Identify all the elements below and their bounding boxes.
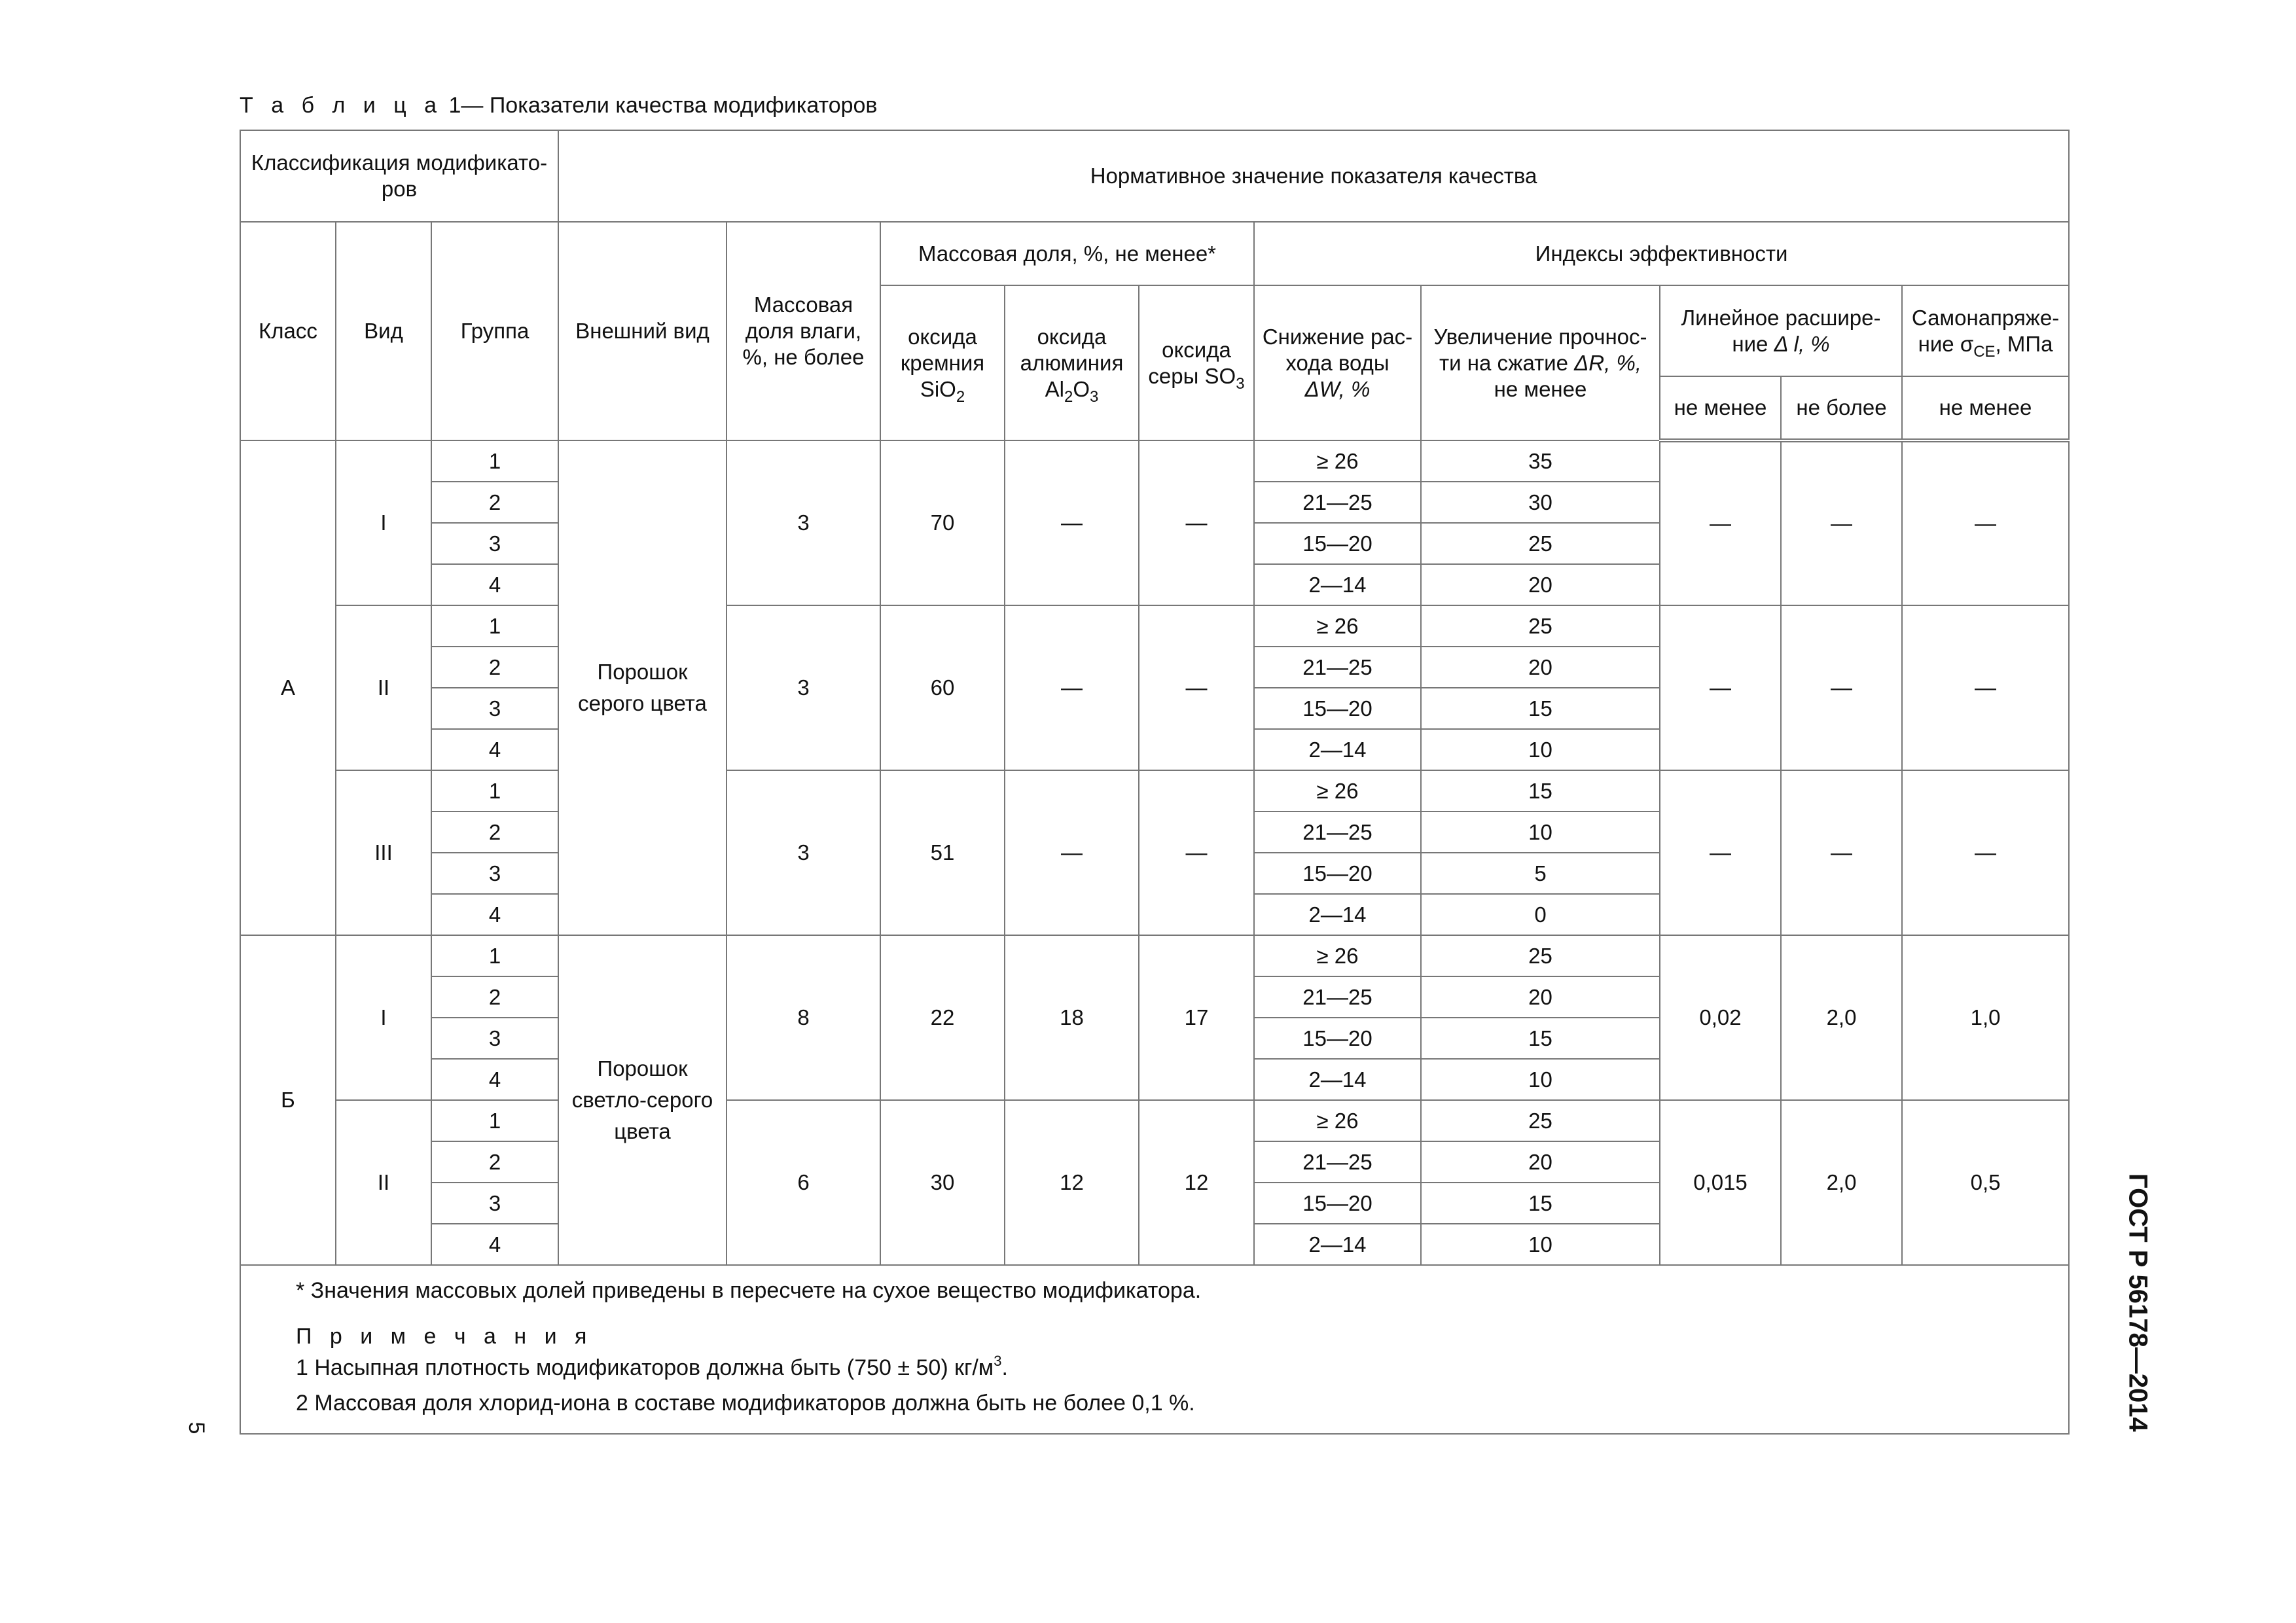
strength-cell: 15 — [1421, 770, 1660, 812]
header-alumina — [1005, 285, 1139, 440]
so3-cell: 12 — [1139, 1100, 1254, 1265]
expansion-symbol: Δ l, % — [1774, 331, 1830, 356]
water-reduction-cell: 15—20 — [1254, 688, 1421, 729]
al2o3-cell: 12 — [1005, 1100, 1139, 1265]
notes-block — [240, 1265, 2069, 1434]
water-reduction-cell: ≥ 26 — [1254, 770, 1421, 812]
table-row — [240, 440, 2069, 482]
page-number: 5 — [184, 1421, 209, 1435]
water-reduction-cell: 2—14 — [1254, 729, 1421, 770]
note-1-superscript: 3 — [994, 1353, 1002, 1369]
caption-label: Т а б л и ц а — [240, 93, 443, 118]
alumina-subscript-b: 3 — [1090, 387, 1099, 406]
al2o3-cell: — — [1005, 440, 1139, 605]
group-cell: 1 — [431, 770, 558, 812]
strength-cell: 20 — [1421, 564, 1660, 605]
group-cell: 3 — [431, 523, 558, 564]
sio2-cell: 51 — [880, 770, 1005, 935]
header-mass-fraction: Массовая доля, %, не менее* — [880, 222, 1254, 285]
al2o3-cell: 18 — [1005, 935, 1139, 1100]
caption-number: 1 — [448, 93, 461, 118]
strength-cell: 5 — [1421, 853, 1660, 894]
vid-cell: I — [336, 440, 431, 605]
expansion-max-cell: — — [1781, 440, 1902, 605]
notes-title: П р и м е ч а н и я — [296, 1324, 593, 1349]
expansion-max-cell: 2,0 — [1781, 935, 1902, 1100]
strength-cell: 25 — [1421, 605, 1660, 647]
water-reduction-cell: 15—20 — [1254, 1183, 1421, 1224]
vid-cell: I — [336, 935, 431, 1100]
group-cell: 4 — [431, 1059, 558, 1100]
water-reduction-cell: 21—25 — [1254, 647, 1421, 688]
water-reduction-cell: 2—14 — [1254, 1224, 1421, 1265]
group-cell: 4 — [431, 894, 558, 935]
water-reduction-cell: 15—20 — [1254, 853, 1421, 894]
expansion-max-cell: — — [1781, 770, 1902, 935]
sulfur-text: оксида серы SO — [1148, 337, 1236, 388]
strength-cell: 25 — [1421, 1100, 1660, 1141]
al2o3-cell: — — [1005, 770, 1139, 935]
group-cell: 2 — [431, 976, 558, 1018]
header-stress-min: не менее — [1902, 376, 2069, 440]
header-vid: Вид — [336, 222, 431, 440]
stress-unit: , МПа — [1995, 331, 2053, 356]
vid-cell: II — [336, 605, 431, 770]
expansion-min-cell: — — [1660, 605, 1781, 770]
group-cell: 1 — [431, 935, 558, 976]
water-reduction-cell: 21—25 — [1254, 482, 1421, 523]
moisture-cell: 3 — [726, 770, 880, 935]
moisture-cell: 3 — [726, 440, 880, 605]
water-reduction-cell: 21—25 — [1254, 1141, 1421, 1183]
group-cell: 3 — [431, 853, 558, 894]
quality-table — [240, 130, 2070, 1435]
table-row — [240, 1100, 2069, 1141]
header-class: Класс — [240, 222, 336, 440]
water-reduction-cell: ≥ 26 — [1254, 1100, 1421, 1141]
strength-cell: 20 — [1421, 976, 1660, 1018]
footnote: * Значения массовых долей приведены в пересчете на сухое вещество модификатора. — [296, 1278, 1202, 1303]
group-cell: 4 — [431, 564, 558, 605]
header-strength-increase — [1421, 285, 1660, 440]
group-cell: 4 — [431, 1224, 558, 1265]
expansion-min-cell: — — [1660, 770, 1781, 935]
caption-separator: — — [461, 93, 484, 118]
stress-cell: — — [1902, 440, 2069, 605]
group-cell: 3 — [431, 688, 558, 729]
strength-symbol: ΔR, %, — [1574, 350, 1641, 375]
expansion-max-cell: 2,0 — [1781, 1100, 1902, 1265]
class-cell: А — [240, 440, 336, 935]
strength-cell: 30 — [1421, 482, 1660, 523]
group-cell: 1 — [431, 1100, 558, 1141]
water-reduction-cell: 15—20 — [1254, 1018, 1421, 1059]
strength-cell: 0 — [1421, 894, 1660, 935]
strength-cell: 25 — [1421, 935, 1660, 976]
stress-cell: 0,5 — [1902, 1100, 2069, 1265]
vid-cell: II — [336, 1100, 431, 1265]
note-2: 2 Массовая доля хлорид-иона в составе модификаторов должна быть не более 0,1 %. — [296, 1391, 1195, 1416]
group-cell: 1 — [431, 605, 558, 647]
al2o3-cell: — — [1005, 605, 1139, 770]
group-cell: 3 — [431, 1018, 558, 1059]
group-cell: 4 — [431, 729, 558, 770]
header-expansion-min: не менее — [1660, 376, 1781, 440]
sio2-cell: 22 — [880, 935, 1005, 1100]
note-1-text: 1 Насыпная плотность модификаторов должна быть (750 ± 50) кг/м — [296, 1355, 994, 1380]
stress-cell: — — [1902, 770, 2069, 935]
strength-cell: 15 — [1421, 688, 1660, 729]
water-symbol: ΔW, % — [1304, 376, 1371, 401]
water-reduction-cell: 2—14 — [1254, 894, 1421, 935]
vid-cell: III — [336, 770, 431, 935]
water-reduction-cell: ≥ 26 — [1254, 935, 1421, 976]
group-cell: 2 — [431, 812, 558, 853]
water-reduction-cell: 2—14 — [1254, 564, 1421, 605]
header-expansion-max: не более — [1781, 376, 1902, 440]
sio2-cell: 30 — [880, 1100, 1005, 1265]
group-cell: 2 — [431, 647, 558, 688]
water-reduction-cell: 2—14 — [1254, 1059, 1421, 1100]
so3-cell: — — [1139, 770, 1254, 935]
expansion-text: Линейное расшире-ние — [1681, 305, 1881, 356]
header-normative: Нормативное значение показателя качества — [558, 130, 2069, 222]
class-cell: Б — [240, 935, 336, 1265]
header-water-reduction — [1254, 285, 1421, 440]
alumina-formula-b: O — [1073, 376, 1090, 401]
strength-text: Увеличение прочнос-ти на сжатие — [1433, 324, 1647, 375]
table-row — [240, 770, 2069, 812]
silica-subscript: 2 — [956, 387, 965, 406]
strength-cell: 10 — [1421, 1059, 1660, 1100]
alumina-subscript-a: 2 — [1064, 387, 1073, 406]
group-cell: 2 — [431, 1141, 558, 1183]
header-self-stress — [1902, 285, 2069, 376]
expansion-min-cell: — — [1660, 440, 1781, 605]
table-caption — [240, 93, 877, 118]
strength-cell: 15 — [1421, 1018, 1660, 1059]
so3-cell: 17 — [1139, 935, 1254, 1100]
water-reduction-cell: 21—25 — [1254, 812, 1421, 853]
table-row — [240, 935, 2069, 976]
alumina-formula-a: Al — [1045, 376, 1064, 401]
strength-tail: не менее — [1494, 376, 1587, 401]
header-sulfur — [1139, 285, 1254, 440]
expansion-min-cell: 0,015 — [1660, 1100, 1781, 1265]
water-reduction-cell: 15—20 — [1254, 523, 1421, 564]
note-1-end: . — [1001, 1355, 1008, 1380]
strength-cell: 10 — [1421, 1224, 1660, 1265]
header-moisture: Массовая доля влаги, %, не более — [726, 222, 880, 440]
stress-symbol: σ — [1960, 331, 1974, 356]
silica-formula: SiO — [920, 376, 956, 401]
water-reduction-cell: ≥ 26 — [1254, 605, 1421, 647]
moisture-cell: 6 — [726, 1100, 880, 1265]
sulfur-subscript: 3 — [1236, 374, 1245, 393]
header-linear-expansion — [1660, 285, 1902, 376]
stress-cell: 1,0 — [1902, 935, 2069, 1100]
expansion-min-cell: 0,02 — [1660, 935, 1781, 1100]
strength-cell: 20 — [1421, 1141, 1660, 1183]
note-1 — [296, 1353, 2068, 1382]
sio2-cell: 60 — [880, 605, 1005, 770]
strength-cell: 35 — [1421, 440, 1660, 482]
header-silica — [880, 285, 1005, 440]
header-classification: Классификация модификато-ров — [240, 130, 558, 222]
group-cell: 2 — [431, 482, 558, 523]
table-row — [240, 605, 2069, 647]
header-appearance: Внешний вид — [558, 222, 726, 440]
strength-cell: 20 — [1421, 647, 1660, 688]
stress-text: Самонапряже-ние — [1911, 305, 2060, 356]
stress-subscript: CE — [1973, 342, 1996, 361]
silica-text: оксида кремния — [900, 324, 985, 375]
moisture-cell: 8 — [726, 935, 880, 1100]
water-text: Снижение рас-хода воды — [1262, 324, 1413, 375]
header-efficiency: Индексы эффективности — [1254, 222, 2069, 285]
appearance-cell: Порошок светло-серого цвета — [558, 935, 726, 1265]
stress-cell: — — [1902, 605, 2069, 770]
expansion-max-cell: — — [1781, 605, 1902, 770]
appearance-cell: Порошок серого цвета — [558, 440, 726, 935]
strength-cell: 10 — [1421, 812, 1660, 853]
sio2-cell: 70 — [880, 440, 1005, 605]
caption-title: Показатели качества модификаторов — [483, 93, 878, 118]
strength-cell: 10 — [1421, 729, 1660, 770]
strength-cell: 15 — [1421, 1183, 1660, 1224]
group-cell: 3 — [431, 1183, 558, 1224]
document-code: ГОСТ Р 56178—2014 — [2123, 1173, 2153, 1432]
group-cell: 1 — [431, 440, 558, 482]
strength-cell: 25 — [1421, 523, 1660, 564]
so3-cell: — — [1139, 440, 1254, 605]
water-reduction-cell: ≥ 26 — [1254, 440, 1421, 482]
table-body — [240, 440, 2069, 1265]
water-reduction-cell: 21—25 — [1254, 976, 1421, 1018]
header-group: Группа — [431, 222, 558, 440]
so3-cell: — — [1139, 605, 1254, 770]
moisture-cell: 3 — [726, 605, 880, 770]
alumina-text: оксида алюминия — [1020, 324, 1124, 375]
